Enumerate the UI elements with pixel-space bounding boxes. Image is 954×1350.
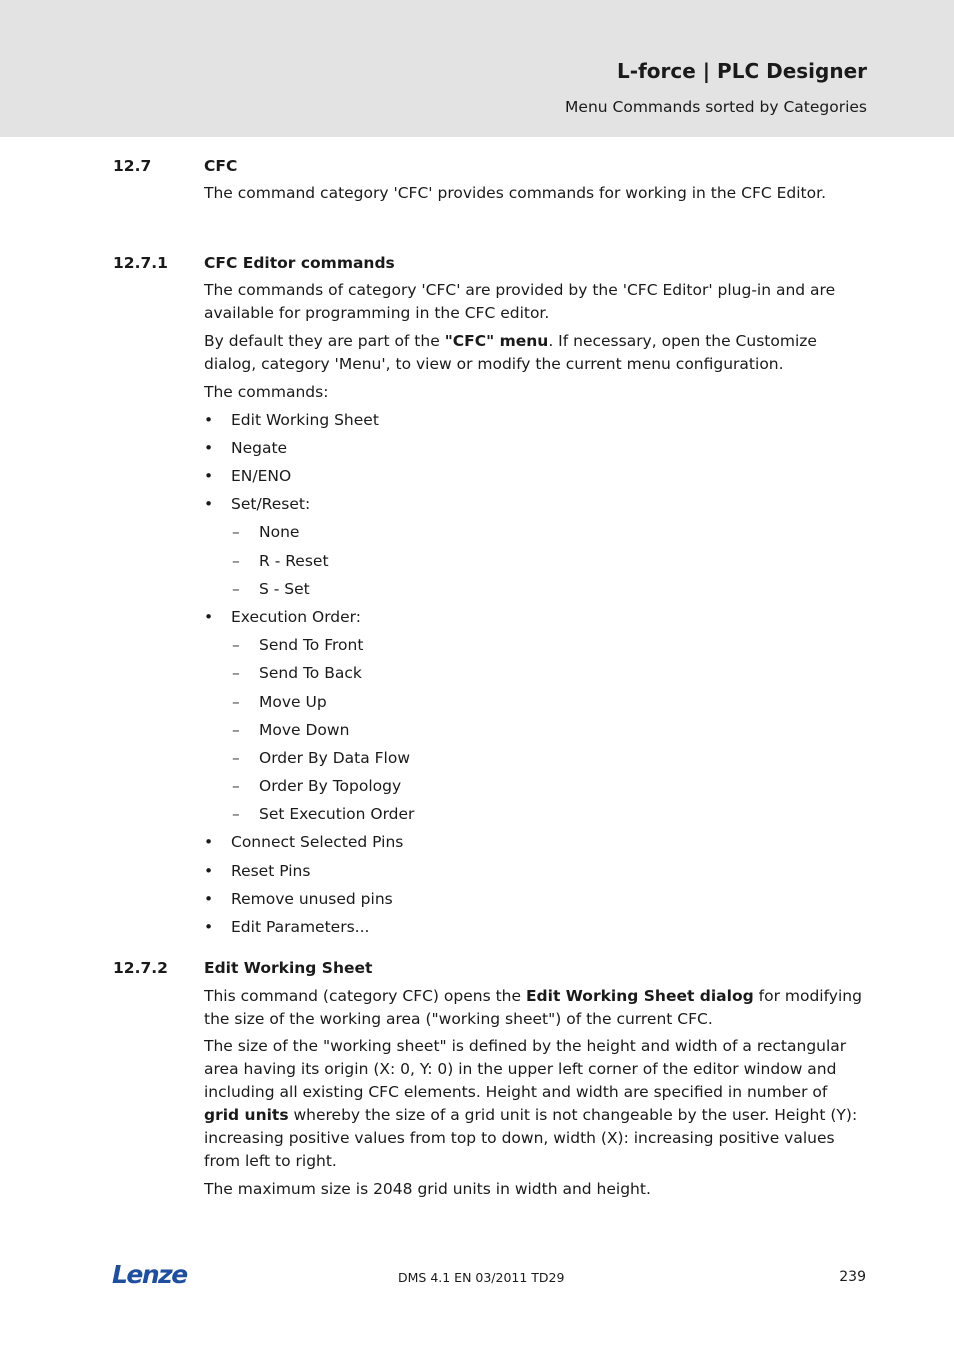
bullet-icon: • xyxy=(204,411,214,429)
bullet-icon: • xyxy=(204,833,214,851)
section-number-12-7-2: 12.7.2 xyxy=(113,959,168,977)
section-12-7-1-p2: By default they are part of the "CFC" menu. If necessary, open the Customize dialog, category 'Menu', to view or modify the current menu configuration. xyxy=(204,332,817,373)
dash-icon: – xyxy=(232,664,240,682)
header-title: L-force | PLC Designer xyxy=(617,59,867,83)
dash-icon: – xyxy=(232,693,240,711)
bullet-icon: • xyxy=(204,608,214,626)
section-number-12-7: 12.7 xyxy=(113,157,152,175)
section-12-7-1-p1: The commands of category 'CFC' are provided by the 'CFC Editor' plug-in and are available for programming in the CFC editor. xyxy=(204,281,836,322)
section-12-7-text: The command category 'CFC' provides commands for working in the CFC Editor. xyxy=(204,184,826,202)
grid-units-bold: grid units xyxy=(204,1106,289,1124)
bullet-icon: • xyxy=(204,467,214,485)
cfc-menu-bold: "CFC" menu xyxy=(444,332,549,350)
edit-working-sheet-dialog-bold: Edit Working Sheet dialog xyxy=(525,987,754,1005)
section-title-cfc-editor-commands: CFC Editor commands xyxy=(204,254,395,272)
dash-icon: – xyxy=(232,777,240,795)
section-title-edit-working-sheet: Edit Working Sheet xyxy=(204,959,373,977)
section-12-7-2-p3: The maximum size is 2048 grid units in width and height. xyxy=(204,1180,651,1198)
section-12-7-2-p1: This command (category CFC) opens the Edit Working Sheet dialog for modifying the size of the working area ("working sheet") of the current CFC. xyxy=(204,987,862,1028)
section-number-12-7-1: 12.7.1 xyxy=(113,254,168,272)
bullet-icon: • xyxy=(204,862,214,880)
dash-icon: – xyxy=(232,523,240,541)
section-title-cfc: CFC xyxy=(204,157,238,175)
lenze-logo: Lenze xyxy=(112,1260,187,1289)
header-subtitle: Menu Commands sorted by Categories xyxy=(565,98,867,116)
bullet-icon: • xyxy=(204,439,214,457)
bullet-icon: • xyxy=(204,495,214,513)
dash-icon: – xyxy=(232,721,240,739)
section-12-7-2-p2: The size of the "working sheet" is defined by the height and width of a rectangular area having its origin (X: 0, Y: 0) in the upper left corner of the editor window and including all existing CFC elements. Height and width are specified in number of grid units whereby the size of a grid unit is not changeable by the user. Height (Y): increasing positive values from top to down, width (X): increasing positive values from left to right. xyxy=(204,1037,858,1170)
dash-icon: – xyxy=(232,580,240,598)
bullet-icon: • xyxy=(204,918,214,936)
dash-icon: – xyxy=(232,749,240,767)
dash-icon: – xyxy=(232,552,240,570)
footer-document-id: DMS 4.1 EN 03/2011 TD29 xyxy=(398,1270,565,1285)
page-number: 239 xyxy=(839,1269,866,1285)
dash-icon: – xyxy=(232,636,240,654)
bullet-icon: • xyxy=(204,890,214,908)
section-12-7-1-p3: The commands: xyxy=(204,383,329,401)
dash-icon: – xyxy=(232,805,240,823)
page-header xyxy=(0,0,954,137)
